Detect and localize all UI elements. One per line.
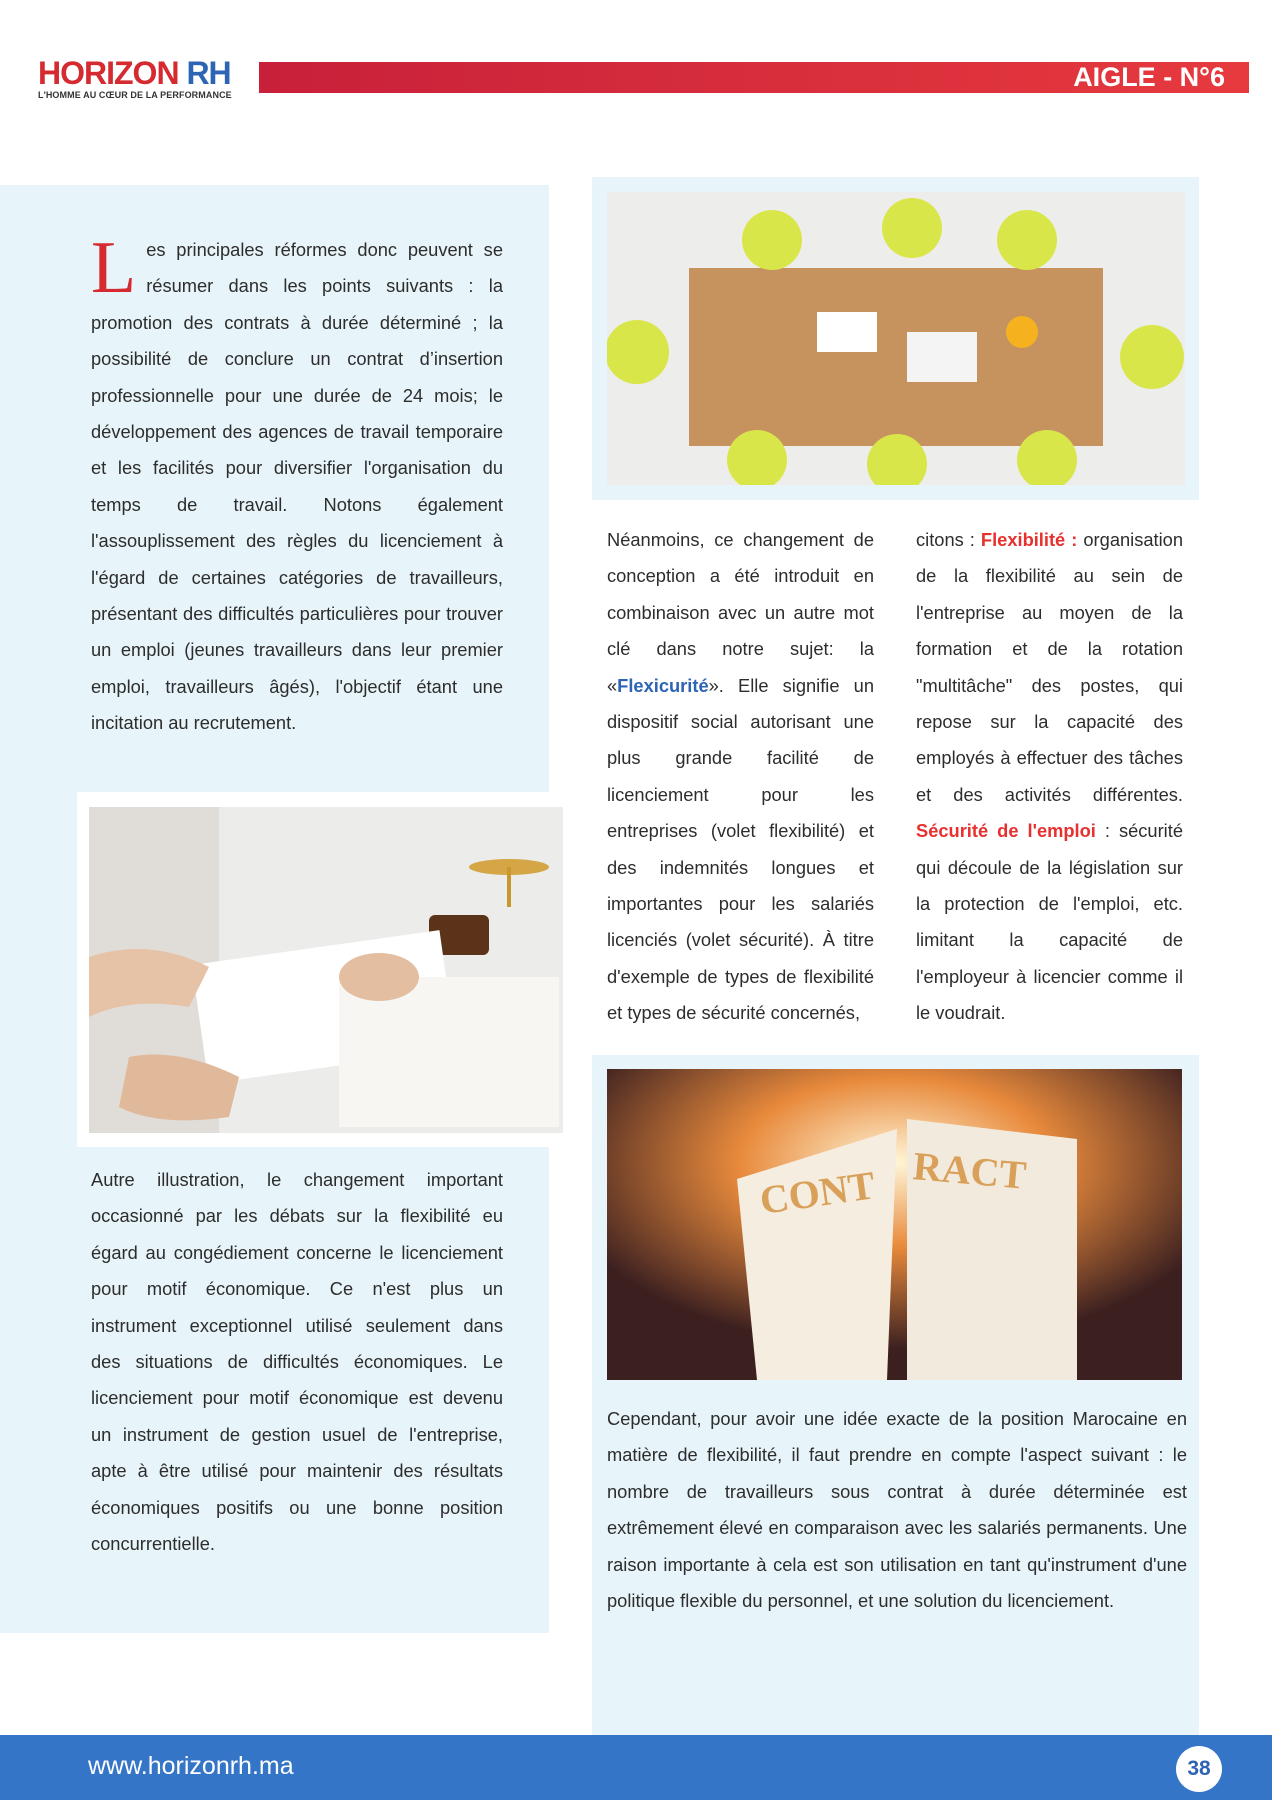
logo	[38, 56, 232, 100]
intro-paragraph: Les principales réformes donc peuvent se résumer dans les points suivants : la promotion des contrats à durée déterminé ; la possibilité de conclure un contrat d’insertion professionnelle pour une durée de 24 mois; le développement des agences de travail temporaire et les facilités pour diversifier l'organisation du temps de travail. Notons également l'assouplissement des règles du licenciement à l'égard de certaines catégories de travailleurs, présentant des difficultés particulières pour trouver un emploi (jeunes travailleurs dans leur premier emploi, travailleurs âgés), l'objectif étant une incitation au recrutement.	[91, 227, 503, 734]
torn-contract-image	[607, 1069, 1182, 1380]
logo-tagline: L'HOMME AU CŒUR DE LA PERFORMANCE	[38, 90, 232, 100]
flexicurite-term: Flexicurité	[617, 674, 709, 696]
flexibility-security-paragraph: citons : Flexibilité : organisation de la flexibilité au sein de l'entreprise au moyen de la formation et de la rotation "multitâche" des postes, qui repose sur la capacité des employés à effectuer des tâches et des activités différentes. Sécurité de l'emploi : sécurité qui découle de la législation sur la protection de l'emploi, etc. limitant la capacité de l'employeur à licencier comme il le voudrait.	[916, 529, 1183, 1024]
moroccan-position-paragraph: Cependant, pour avoir une idée exacte de la position Marocaine en matière de flexibilité, il faut prendre en compte l'aspect suivant : le nombre de travailleurs sous contrat à durée déterminée est extrêmement élevé en comparaison avec les salariés permanents. Une raison importante à cela est son utilisation en tant qu'instrument d'une politique flexible du personnel, et une solution du licenciement.	[607, 1408, 1187, 1612]
website-link[interactable]: www.horizonrh.ma	[88, 1752, 294, 1780]
footer	[0, 1735, 1272, 1800]
logo-title: HORIZON RH	[38, 55, 231, 91]
svg-text:RACT: RACT	[911, 1143, 1029, 1198]
issue-banner: AIGLE - N°6	[259, 62, 1249, 93]
svg-text:CONT: CONT	[756, 1162, 878, 1223]
flexicurite-paragraph: Néanmoins, ce changement de conception a été introduit en combinaison avec un autre mot clé dans notre sujet: la «Flexicurité». Elle signifie un dispositif social autorisant une plus grande facilité de licenciement pour les entreprises (volet flexibilité) et des indemnités longues et importantes pour les salariés licenciés (volet sécurité). À titre d'exemple de types de flexibilité et types de sécurité concernés,	[607, 529, 874, 1024]
drop-cap: L	[91, 227, 137, 309]
page-number: 38	[1176, 1746, 1222, 1792]
second-paragraph: Autre illustration, le changement important occasionné par les débats sur la flexibilité eu égard au congédiement concerne le licenciement pour motif économique. Ce n'est plus un instrument exceptionnel utilisé seulement dans des situations de difficultés économiques. Le licenciement pour motif économique est devenu un instrument de gestion usuel de l'entreprise, apte à être utilisé pour maintenir des résultats économiques positifs ou une bonne position concurrentielle.	[91, 1169, 503, 1555]
securite-term: Sécurité de l'emploi	[916, 820, 1096, 842]
flexibilite-term: Flexibilité :	[980, 529, 1078, 550]
law-image	[89, 807, 563, 1133]
team-meeting-image	[607, 192, 1185, 485]
